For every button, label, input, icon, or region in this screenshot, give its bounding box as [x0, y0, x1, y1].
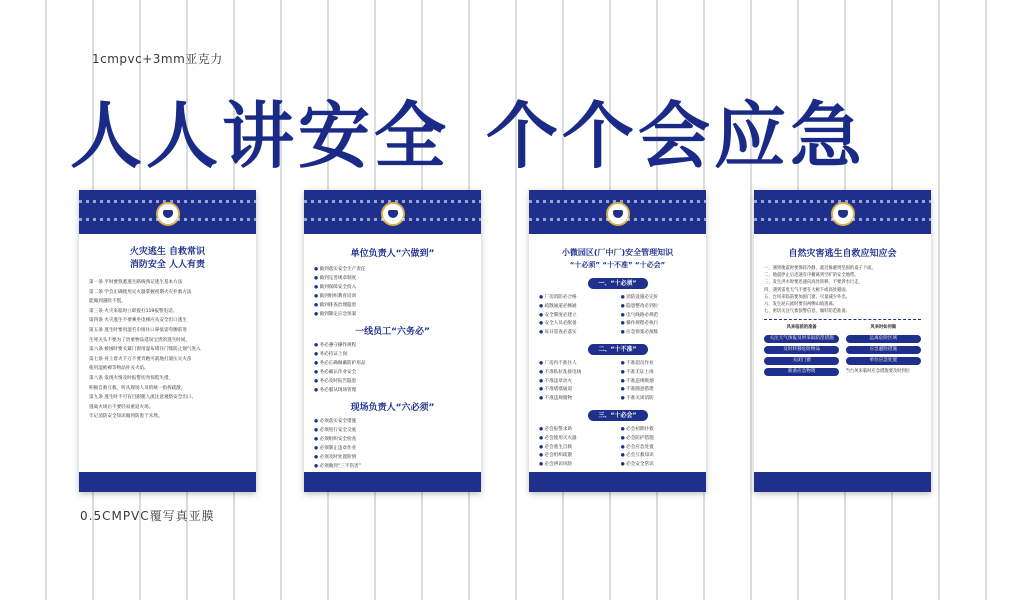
- board4-left-item: 准备应急物资: [764, 368, 839, 376]
- board2-item: ● 做到排查治理隐患: [314, 301, 471, 310]
- board1-line: 第九条 逃生时不可盲目跟随人流注意观察安全出口，: [89, 395, 197, 401]
- board3-item: ● 不准关闭消防: [621, 395, 696, 404]
- material-spec-top: 1cmpvc+3mm亚克力: [92, 52, 223, 66]
- board-natural-disaster: [754, 190, 931, 492]
- board2-item: ● 做到组织教育培训: [314, 292, 471, 301]
- section-pill: 二、“十不准”: [588, 344, 648, 355]
- board3-subtitle: “十必须” “十不准” “十必会”: [569, 261, 666, 269]
- board2-item: ● 必须组织安全检查: [314, 435, 471, 444]
- board4-left-item: 关注天气预报及时采取防范措施: [764, 335, 839, 343]
- board-footer-band: [304, 472, 481, 492]
- board4-left-item: 及时转移危险物品: [764, 346, 839, 354]
- board2-item: ● 必须制止违章作业: [314, 444, 471, 453]
- board2-subtitle-c: 现场负责人“六必须”: [350, 403, 435, 413]
- board1-text-list: [89, 278, 246, 422]
- board3-item: ● 不准堵塞通道: [539, 386, 614, 395]
- board1-line: 第六条 被困时要关紧门窗用湿布堵住门缝防止烟气进入: [89, 347, 201, 353]
- headline-part1: 人人讲安全: [70, 94, 451, 178]
- board1-line: 第一条 平时要熟悉逃生路线熟记逃生基本方法: [89, 280, 183, 285]
- board-header-band: [79, 190, 256, 234]
- board3-item: ● 不准随意搭建: [621, 386, 696, 395]
- board3-item: ● 厂房消防必合格: [539, 294, 614, 303]
- board2-item: ● 做到落实安全生产责任: [314, 265, 471, 274]
- board3-item: ● 应急预案必演练: [621, 329, 696, 338]
- board4-intro-line: 七、密切关注气象预警信息，做好防范准备。: [764, 309, 850, 315]
- board-park-safety: [529, 190, 706, 492]
- board3-item: ● 必会安全常识: [621, 461, 696, 470]
- board3-item: ● 必会防护措施: [621, 435, 696, 444]
- headline-slogan: [70, 78, 970, 182]
- board1-line: 使用湿被褥等物品扑灭火焰。: [89, 366, 149, 372]
- board3-item: ● 不准无证上岗: [621, 369, 696, 378]
- board2-item: ● 务必及时报告隐患: [314, 377, 471, 386]
- board3-item: ● 必会应急处置: [621, 444, 696, 453]
- board1-line: 第八条 发现火情及时报警切勿惊慌失措，: [89, 375, 174, 381]
- board2-item: ● 做到保障安全投入: [314, 283, 471, 292]
- board4-right-item: 应急避险措施: [846, 346, 921, 354]
- board4-intro-line: 六、发生泥石流时要向两侧山坡逃离。: [764, 302, 838, 308]
- board2-item: ● 务必服从现场管理: [314, 386, 471, 395]
- board-footer-band: [529, 472, 706, 492]
- board4-columns: [764, 324, 921, 378]
- board1-line: 第五条 逃生时要用湿毛巾捂住口鼻低姿弯腰前进: [89, 327, 187, 333]
- board3-item: ● 必会互救知识: [621, 452, 696, 461]
- board1-line: 第四条 火灾逃生不要乘坐电梯应从安全出口逃生: [89, 318, 187, 324]
- badge-icon: [156, 202, 180, 226]
- board2-item: ● 务必遵守操作规程: [314, 341, 471, 350]
- board3-item: ● 隐患整改必到位: [621, 303, 696, 312]
- board3-item: ● 消防设施必完好: [621, 294, 696, 303]
- board1-line: 逃离火场后不要轻易重返火场。: [89, 404, 154, 410]
- board2-title: 单位负责人“六做到”: [350, 249, 435, 259]
- board3-item: ● 必会辨识风险: [539, 461, 614, 470]
- board1-line: 能做到遇险不慌。: [89, 299, 126, 305]
- board3-item: ● 安全人员必配备: [539, 320, 614, 329]
- board2-item: ● 必须做到“三不伤害”: [314, 462, 471, 471]
- board1-line: 牢记消防安全知识做到防患于未然。: [89, 414, 163, 420]
- section-pill: 三、“十必会”: [588, 410, 648, 421]
- divider: [764, 319, 921, 320]
- board4-intro-line: 二、地震停止后迅速有序撤离到空旷的安全地带。: [764, 273, 859, 279]
- board2-item: ● 必须落实安全措施: [314, 417, 471, 426]
- board4-title: 自然灾害逃生自救应知应会: [788, 249, 897, 259]
- section-pill: 一、“十必须”: [588, 278, 648, 289]
- board1-title1: 火灾逃生 自救常识: [129, 247, 206, 257]
- board3-item: ● 必会使用灭火器: [539, 435, 614, 444]
- board2-item: ● 务必持证上岗: [314, 350, 471, 359]
- board-header-band: [754, 190, 931, 234]
- board3-item: ● 必会初期扑救: [621, 426, 696, 435]
- board3-item: ● 每日巡查必落实: [539, 329, 614, 338]
- board1-title2: 消防安全 人人有责: [129, 260, 206, 270]
- board2-item: ● 做到制定应急预案: [314, 310, 471, 319]
- board-header-band: [529, 190, 706, 234]
- board4-intro-line: 一、遇到地震时要保持冷静，就近躲避到坚固的桌子下面。: [764, 266, 876, 271]
- board3-item: ● 必会组织疏散: [539, 452, 614, 461]
- board-header-band: [304, 190, 481, 234]
- board2-item: ● 务必正确佩戴防护用品: [314, 359, 471, 368]
- board1-line: 生死关头不要为了贵重物品延误宝贵的逃生时间。: [89, 337, 191, 343]
- board4-right-head: 风来时如何做: [870, 325, 897, 331]
- board3-item: ● 操作规程必执行: [621, 320, 696, 329]
- board4-footer-note: 当台风来临时应急措施要及时到位: [845, 368, 911, 374]
- board3-item: ● 不准违规储物: [539, 395, 614, 404]
- board2-subtitle-b: 一线员工“六务必”: [355, 327, 430, 337]
- board2-item: ● 做到完善规章制度: [314, 274, 471, 283]
- board3-section2: [539, 360, 696, 404]
- board4-right-item: 远离危险区域: [846, 335, 921, 343]
- board3-item: ● 厂房内不准住人: [539, 360, 614, 369]
- board3-item: ● 疏散通道必畅通: [539, 303, 614, 312]
- board4-left-item: 关闭门窗: [764, 357, 839, 365]
- badge-icon: [831, 202, 855, 226]
- board3-item: ● 必会报警求助: [539, 426, 614, 435]
- badge-icon: [606, 202, 630, 226]
- badge-icon: [381, 202, 405, 226]
- board2-item: ● 必须进行安全交底: [314, 426, 471, 435]
- board3-item: ● 不准超员作业: [621, 360, 696, 369]
- board4-left-head: 风来临前的准备: [786, 325, 817, 331]
- board1-line: 第二条 学会正确使用灭火器掌握初期火灾扑救方法: [89, 289, 192, 295]
- board2-item: ● 必须及时处置险情: [314, 453, 471, 462]
- board3-item: ● 不准违规吸烟: [621, 378, 696, 387]
- board1-line: 第七条 身上着火千万不要奔跑可就地打滚压灭火苗: [89, 356, 192, 362]
- board4-intro-line: 三、发生洪水时要迅速向高处转移，不要涉水行走。: [764, 280, 863, 286]
- board4-intro-line: 四、遇到雷电天气不要在大树下或高处避雨。: [764, 287, 850, 293]
- board1-line: 积极自救互救，听从现场人员的统一指挥疏散。: [89, 385, 186, 391]
- board3-item: ● 必会逃生自救: [539, 444, 614, 453]
- board-responsibilities: [304, 190, 481, 492]
- board3-section3: [539, 426, 696, 470]
- board3-item: ● 安全制度必建立: [539, 312, 614, 321]
- board3-item: ● 不准违章动火: [539, 378, 614, 387]
- material-spec-bottom: 0.5CMPVC覆写真亚膜: [80, 509, 215, 523]
- board-footer-band: [79, 472, 256, 492]
- headline-part2: 个个会应急: [486, 94, 867, 178]
- board3-item: ● 不准私拉乱接电线: [539, 369, 614, 378]
- board-fire-escape: [79, 190, 256, 492]
- board3-item: ● 电气线路必规范: [621, 312, 696, 321]
- board2-item: ● 务必确认作业安全: [314, 368, 471, 377]
- board4-intro-line: 五、台风来临前要加固门窗，尽量减少外出。: [764, 294, 850, 300]
- board3-title: 小微园区(厂中厂)安全管理知识: [561, 248, 674, 257]
- board-footer-band: [754, 472, 931, 492]
- board3-section1: [539, 294, 696, 338]
- board4-right-item: 单位应急处置: [846, 357, 921, 365]
- board1-line: 第三条 火灾来临时立即拨打119报警电话。: [89, 308, 178, 314]
